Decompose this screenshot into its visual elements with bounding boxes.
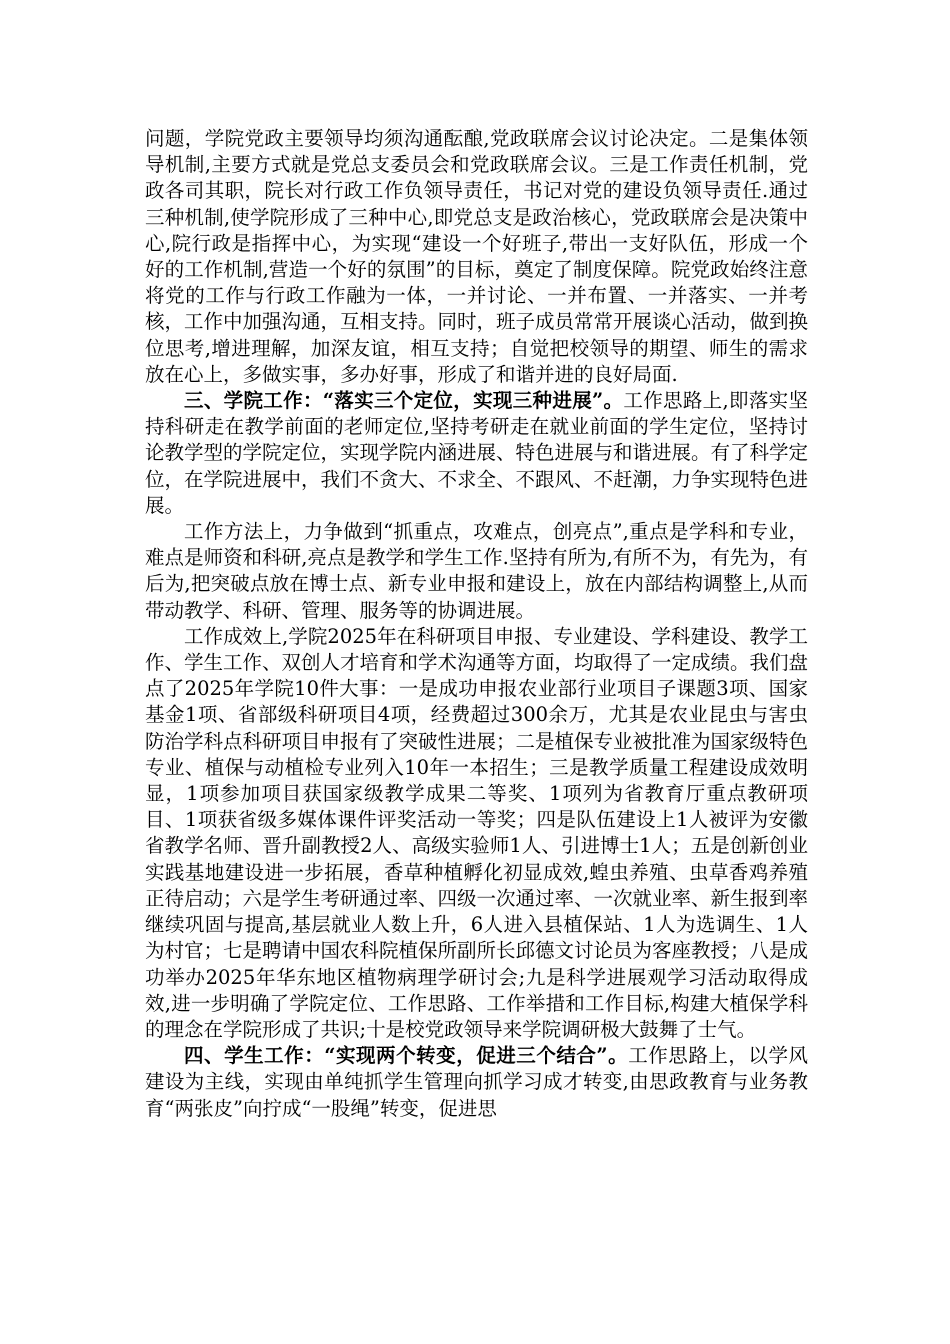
paragraph-3	[145, 519, 808, 624]
paragraph-2-text: 工作思路上,即落实坚持科研走在教学前面的老师定位,坚持考研走在就业前面的学生定位，坚持讨论教学型的学院定位，实现学院内涵进展、特色进展与和谐进展。有了科学定位，在学院进展中，我们不贪大、不求全、不跟风、不赶潮，力争实现特色进展。	[145, 389, 809, 517]
paragraph-2	[145, 388, 808, 519]
paragraph-1	[145, 126, 808, 388]
paragraph-5-text: 工作思路上，以学风建设为主线，实现由单纯抓学生管理向抓学习成才转变,由思政教育与业务教育“两张皮”向拧成“一股绳”转变，促进思	[145, 1044, 808, 1120]
paragraph-3-text: 工作方法上，力争做到“抓重点，攻难点，创亮点”,重点是学科和专业，难点是师资和科研,亮点是教学和学生工作.坚持有所为,有所不为，有先为，有后为,把突破点放在博士点、新专业申报和建设上，放在内部结构调整上,从而带动教学、科研、管理、服务等的协调进展。	[145, 520, 808, 622]
paragraph-4	[145, 624, 808, 1043]
section-heading-3: 三、学院工作：“落实三个定位，实现三种进展”。	[184, 389, 624, 413]
document-page	[145, 126, 808, 1122]
paragraph-5	[145, 1043, 808, 1122]
paragraph-1-text: 问题，学院党政主要领导均须沟通酝酿,党政联席会议讨论决定。二是集体领导机制,主要方式就是党总支委员会和党政联席会议。三是工作责任机制，党政各司其职，院长对行政工作负领导责任，书记对党的建设负领导责任.通过三种机制,使学院形成了三种中心,即党总支是政治核心，党政联席会是决策中心,院行政是指挥中心，为实现“建设一个好班子,带出一支好队伍，形成一个好的工作机制,营造一个好的氛围”的目标，奠定了制度保障。院党政始终注意将党的工作与行政工作融为一体，一并讨论、一并布置、一并落实、一并考核，工作中加强沟通，互相支持。同时，班子成员常常开展谈心活动，做到换位思考,增进理解，加深友谊，相互支持；自觉把校领导的期望、师生的需求放在心上，多做实事，多办好事，形成了和谐并进的良好局面.	[145, 127, 809, 386]
section-heading-4: 四、学生工作：“实现两个转变，促进三个结合”。	[184, 1044, 629, 1068]
paragraph-4-text: 工作成效上,学院2025年在科研项目申报、专业建设、学科建设、教学工作、学生工作、双创人才培育和学术沟通等方面，均取得了一定成绩。我们盘点了2025年学院10件大事：一是成功申报农业部行业项目子课题3项、国家基金1项、省部级科研项目4项，经费超过300余万，尤其是农业昆虫与害虫防治学科点科研项目申报有了突破性进展；二是植保专业被批准为国家级特色专业、植保与动植检专业列入10年一本招生；三是教学质量工程建设成效明显，1项参加项目获国家级教学成果二等奖、1项列为省教育厅重点教研项目、1项获省级多媒体课件评奖活动一等奖；四是队伍建设上1人被评为安徽省教学名师、晋升副教授2人、高级实验师1人、引进博士1人；五是创新创业实践基地建设进一步拓展，香草种植孵化初显成效,蝗虫养殖、虫草香鸡养殖正待启动；六是学生考研通过率、四级一次通过率、一次就业率、新生报到率继续巩固与提高,基层就业人数上升，6人进入县植保站、1人为选调生、1人为村官；七是聘请中国农科院植保所副所长邱德文讨论员为客座教授；八是成功举办2025年华东地区植物病理学研讨会;九是科学进展观学习活动取得成效,进一步明确了学院定位、工作思路、工作举措和工作目标,构建大植保学科的理念在学院形成了共识;十是校党政领导来学院调研极大鼓舞了士气。	[145, 624, 809, 1041]
